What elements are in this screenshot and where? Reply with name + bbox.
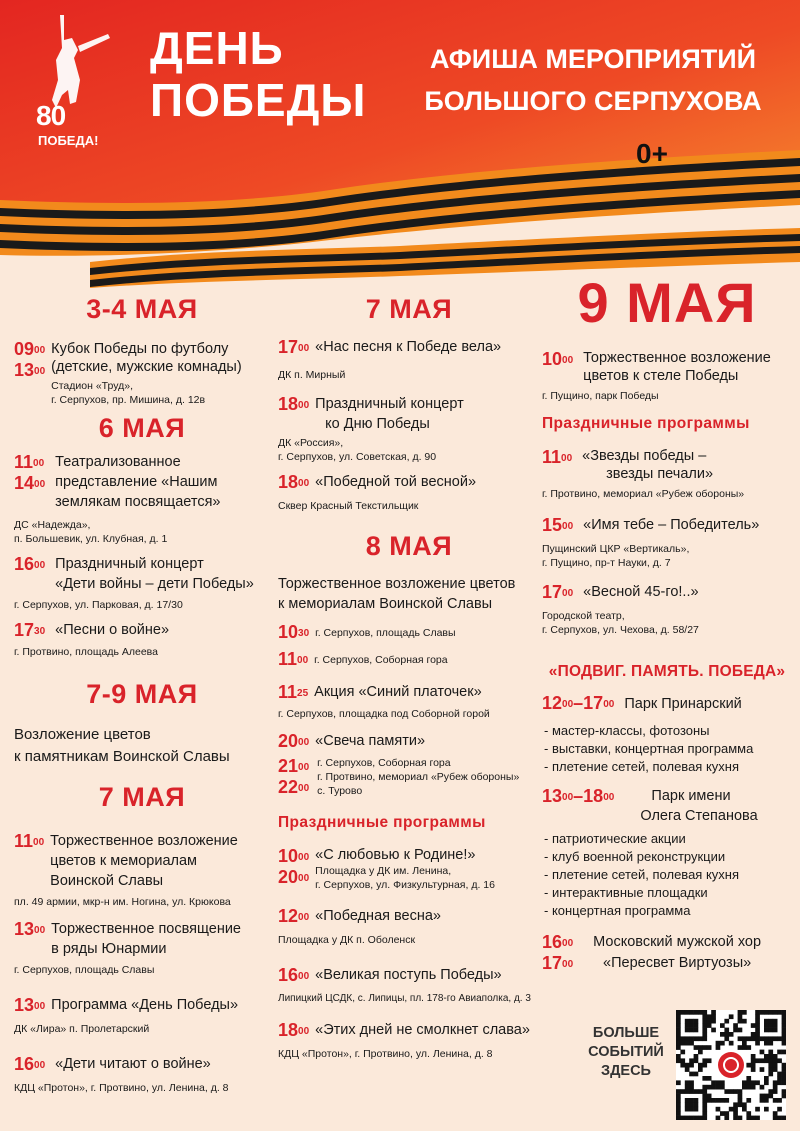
event-place: г. Серпухов, ул. Советская, д. 90 bbox=[278, 451, 437, 463]
logo-number: 80 bbox=[36, 100, 66, 131]
event-place: г. Серпухов, ул. Чехова, д. 58/27 bbox=[542, 624, 699, 636]
event-bullets bbox=[542, 722, 792, 776]
event-time: $16^{00}$ bbox=[14, 1054, 46, 1074]
event-item bbox=[14, 1054, 270, 1075]
event-title: Парк имени Олега Степанова bbox=[640, 788, 758, 824]
column-right bbox=[542, 271, 792, 1079]
event-place: ДК «Россия», bbox=[278, 437, 344, 449]
column-left bbox=[14, 288, 270, 1095]
event-title: «Свеча памяти» bbox=[315, 733, 426, 749]
event-item bbox=[542, 582, 792, 603]
event-place: Городской театр, bbox=[542, 610, 625, 622]
event-time: $11^{00}$ bbox=[542, 447, 573, 467]
event-place: ДК п. Мирный bbox=[278, 369, 346, 381]
event-time: $20^{00}$ bbox=[278, 731, 310, 751]
event-time: $10^{30}$ bbox=[278, 622, 310, 642]
event-title: «Нас песня к Победе вела» bbox=[315, 339, 502, 355]
event-place: Стадион «Труд», bbox=[51, 380, 133, 392]
event-time: $17^{00}$ bbox=[278, 337, 310, 357]
bullet-item: - патриотические акции bbox=[544, 831, 686, 846]
event-title: «Этих дней не смолкнет слава» bbox=[315, 1022, 530, 1038]
event-time-range: $12^{00}-17^{00}$ bbox=[542, 693, 615, 713]
event-item bbox=[278, 906, 540, 927]
column-middle bbox=[278, 288, 540, 1061]
event-title: Торжественное возложение цветов к мемориалам Воинской Славы bbox=[278, 576, 516, 612]
event-time: $13^{00}$ bbox=[14, 360, 46, 380]
event-time: $11^{00}$ bbox=[278, 649, 309, 669]
event-place: п. Большевик, ул. Клубная, д. 1 bbox=[14, 533, 168, 545]
bullet-item: - выставки, концертная программа bbox=[544, 741, 754, 756]
qr-center-logo-icon bbox=[718, 1052, 744, 1078]
event-title: Праздничный концерт «Дети войны – дети Победы» bbox=[55, 556, 254, 592]
event-time: $17^{30}$ bbox=[14, 620, 46, 640]
event-title: Торжественное посвящение в ряды Юнармии bbox=[51, 921, 242, 957]
qr-code-image bbox=[676, 1010, 786, 1120]
event-item bbox=[14, 554, 270, 594]
event-item bbox=[14, 831, 270, 891]
event-title: Парк Принарский bbox=[624, 695, 742, 712]
event-time: $18^{00}$ bbox=[278, 394, 310, 414]
event-title: Возложение цветов к памятникам Воинской Славы bbox=[14, 726, 230, 765]
event-place: г. Серпухов, площадка под Соборной горой bbox=[278, 708, 490, 720]
event-title: Торжественное возложение цветов к мемориалам Воинской Славы bbox=[50, 833, 238, 889]
qr-caption: БОЛЬШЕ СОБЫТИЙ ЗДЕСЬ bbox=[588, 1025, 664, 1079]
event-place: пл. 49 армии, мкр-н им. Ногина, ул. Крюкова bbox=[14, 896, 231, 908]
event-item bbox=[542, 693, 792, 714]
event-place: г. Протвино, площадь Алеева bbox=[14, 646, 158, 658]
event-title: Акция «Синий платочек» bbox=[314, 684, 482, 700]
event-title: Программа «День Победы» bbox=[51, 997, 239, 1013]
date-heading: 6 МАЯ bbox=[98, 413, 186, 443]
date-heading: 8 МАЯ bbox=[365, 531, 453, 561]
date-heading: 7 МАЯ bbox=[365, 294, 453, 324]
event-item bbox=[278, 846, 540, 892]
event-title: Торжественное возложение цветов к стеле Победы bbox=[583, 350, 771, 384]
event-time-range: $13^{00}-18^{00}$ bbox=[542, 786, 615, 806]
age-rating-badge: 0+ bbox=[636, 138, 668, 169]
event-place: г. Серпухов, площадь Славы bbox=[315, 626, 456, 639]
event-item bbox=[542, 515, 792, 536]
event-title: Праздничный концерт ко Дню Победы bbox=[315, 396, 464, 432]
event-time: $12^{00}$ bbox=[278, 906, 310, 926]
event-item bbox=[542, 447, 792, 483]
event-time: $18^{00}$ bbox=[278, 472, 310, 492]
event-title: «Песни о войне» bbox=[55, 622, 170, 638]
event-place: г. Серпухов, ул. Физкультурная, д. 16 bbox=[315, 879, 495, 891]
title-line-1: ДЕНЬ bbox=[150, 22, 284, 74]
qr-code[interactable] bbox=[676, 1010, 786, 1120]
date-heading: 7-9 МАЯ bbox=[86, 679, 198, 709]
event-title: «Имя тебе – Победитель» bbox=[583, 517, 760, 533]
event-place: г. Серпухов, ул. Парковая, д. 17/30 bbox=[14, 599, 183, 611]
event-place: г. Пущино, парк Победы bbox=[542, 390, 659, 402]
section-heading: «ПОДВИГ. ПАМЯТЬ. ПОБЕДА» bbox=[548, 663, 786, 680]
event-place: с. Турово bbox=[317, 785, 363, 797]
event-time: $11^{25}$ bbox=[278, 682, 309, 702]
event-item bbox=[278, 1020, 540, 1041]
event-time: $21^{00}$ bbox=[278, 756, 310, 776]
event-title: Московский мужской хор «Пересвет Виртуозы» bbox=[593, 934, 762, 971]
event-item bbox=[278, 649, 540, 670]
event-item bbox=[278, 731, 540, 752]
event-title: Кубок Победы по футболу (детские, мужские комнады) Стадион «Труд», г. Серпухов, пр. Мишина, д. 12в bbox=[51, 341, 242, 406]
event-time: $10^{00}$ bbox=[542, 349, 574, 369]
event-item bbox=[542, 786, 792, 826]
event-item bbox=[278, 337, 540, 358]
event-place: г. Пущино, пр-т Науки, д. 7 bbox=[542, 557, 671, 569]
subtitle-line-2: БОЛЬШОГО СЕРПУХОВА bbox=[424, 86, 762, 116]
bullet-item: - плетение сетей, полевая кухня bbox=[544, 867, 739, 882]
subtitle-line-1: АФИША МЕРОПРИЯТИЙ bbox=[429, 44, 757, 74]
poster-header bbox=[0, 0, 800, 290]
date-heading: 7 МАЯ bbox=[98, 782, 186, 812]
event-place: г. Серпухов, Соборная гора bbox=[317, 757, 451, 769]
event-item bbox=[278, 756, 540, 798]
event-time: $17^{00}$ bbox=[542, 953, 574, 973]
bullet-item: - плетение сетей, полевая кухня bbox=[544, 759, 739, 774]
event-time: $11^{00}$ bbox=[14, 452, 45, 472]
event-time: $13^{00}$ bbox=[14, 995, 46, 1015]
event-item bbox=[14, 919, 270, 959]
event-title: «Победной той весной» bbox=[315, 474, 477, 490]
bullet-item: - мастер-классы, фотозоны bbox=[544, 723, 710, 738]
event-time: $18^{00}$ bbox=[278, 1020, 310, 1040]
event-time: $16^{00}$ bbox=[542, 932, 574, 952]
event-time: $11^{00}$ bbox=[14, 831, 45, 851]
event-item bbox=[14, 339, 270, 407]
event-place: КДЦ «Протон», г. Протвино, ул. Ленина, д. 8 bbox=[14, 1082, 229, 1094]
event-time: $10^{00}$ bbox=[278, 846, 310, 866]
event-time: $13^{00}$ bbox=[14, 919, 46, 939]
event-item bbox=[14, 620, 270, 641]
event-place: Сквер Красный Текстильщик bbox=[278, 500, 419, 512]
event-bullets bbox=[542, 830, 792, 920]
event-item bbox=[278, 622, 540, 643]
event-time: $17^{00}$ bbox=[542, 582, 574, 602]
event-item bbox=[14, 452, 270, 512]
event-place: г. Протвино, мемориал «Рубеж обороны» bbox=[317, 771, 520, 783]
event-place: г. Серпухов, Соборная гора bbox=[314, 653, 448, 666]
event-item bbox=[278, 682, 540, 703]
event-item bbox=[278, 394, 540, 434]
event-item bbox=[278, 965, 540, 986]
poster-subtitle bbox=[408, 38, 778, 122]
event-title: «Дети читают о войне» bbox=[55, 1056, 211, 1072]
section-heading: Праздничные программы bbox=[278, 814, 486, 831]
event-time: $14^{00}$ bbox=[14, 473, 46, 493]
event-time: $22^{00}$ bbox=[278, 777, 310, 797]
event-item bbox=[542, 932, 792, 974]
event-time: $15^{00}$ bbox=[542, 515, 574, 535]
bullet-item: - концертная программа bbox=[544, 903, 691, 918]
event-place: г. Серпухов, пр. Мишина, д. 12в bbox=[51, 394, 206, 406]
event-time: $20^{00}$ bbox=[278, 867, 310, 887]
event-item bbox=[14, 995, 270, 1016]
section-heading: Праздничные программы bbox=[542, 415, 750, 432]
event-place: ДК «Лира» п. Пролетарский bbox=[14, 1023, 150, 1035]
event-time: $16^{00}$ bbox=[14, 554, 46, 574]
event-place: Пущинский ЦКР «Вертикаль», bbox=[542, 543, 690, 555]
event-place: г. Серпухов, площадь Славы bbox=[14, 964, 155, 976]
bullet-item: - интерактивные площадки bbox=[544, 885, 708, 900]
event-item bbox=[542, 349, 792, 385]
event-title: «С любовью к Родине!» bbox=[315, 847, 476, 863]
event-place: Площадка у ДК им. Ленина, bbox=[315, 865, 452, 877]
event-time: $16^{00}$ bbox=[278, 965, 310, 985]
logo-text: ПОБЕДА! bbox=[38, 133, 99, 148]
event-title: «Звезды победы – звезды печали» bbox=[582, 448, 714, 482]
poster-title bbox=[150, 22, 366, 126]
event-title: Театрализованное представление «Нашим землякам посвящается» bbox=[55, 454, 221, 510]
event-place: г. Протвино, мемориал «Рубеж обороны» bbox=[542, 488, 745, 500]
event-time: $09^{00}$ bbox=[14, 339, 46, 359]
title-line-2: ПОБЕДЫ bbox=[150, 74, 367, 126]
event-place: КДЦ «Протон», г. Протвино, ул. Ленина, д. 8 bbox=[278, 1048, 493, 1060]
date-heading: 3-4 МАЯ bbox=[86, 294, 198, 324]
bullet-item: - клуб военной реконструкции bbox=[544, 849, 726, 864]
event-title: «Весной 45-го!..» bbox=[583, 584, 699, 600]
event-title: «Победная весна» bbox=[315, 908, 441, 924]
event-place: ДС «Надежда», bbox=[14, 519, 91, 531]
event-title: «Великая поступь Победы» bbox=[315, 967, 502, 983]
event-item bbox=[278, 472, 540, 493]
date-heading-main: 9 МАЯ bbox=[577, 271, 757, 334]
event-place: Площадка у ДК п. Оболенск bbox=[278, 934, 416, 946]
event-place: Липицкий ЦСДК, с. Липицы, пл. 178-го Авиаполка, д. 3 bbox=[278, 993, 531, 1004]
